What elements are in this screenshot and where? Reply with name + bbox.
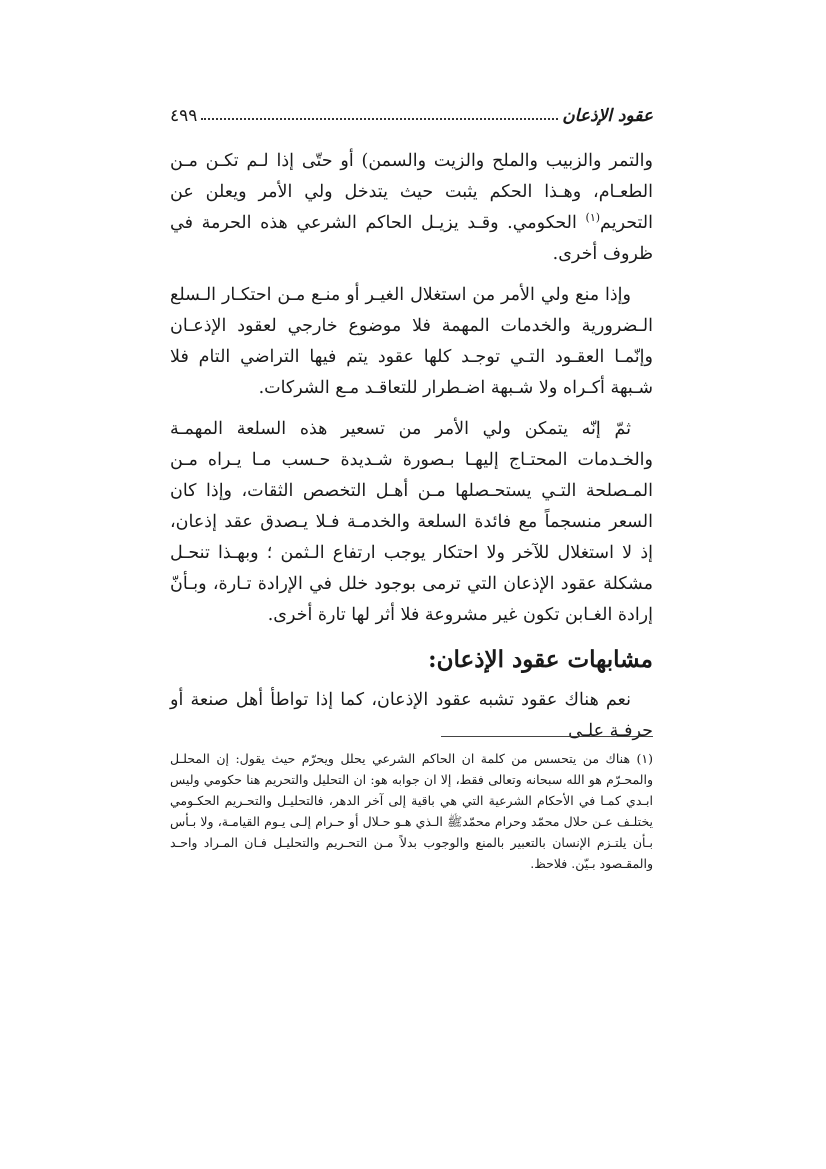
paragraph-1-text: والتمر والزبيب والملح والزيت والسمن) أو حتّى إذا لـم تكـن مـن الطعـام، وهـذا الحكم يثبت حيث يتدخل ولي الأمر ويعلن عن التحريم [170,151,653,233]
paragraph-1 [170,146,653,270]
section-heading: مشابهات عقود الإذعان: [428,646,653,673]
main-text [170,146,653,757]
paragraph-3: ثمّ إنّه يتمكن ولي الأمر من تسعير هذه السلعة المهمـة والخـدمات المحتـاج إليهـا بـصورة شـديدة حـسب مـا يـراه مـن المـصلحة التـي يستحـصلها مـن أهـل التخصص الثقات، وإذا كان السعر منسجماً مع فائدة السلعة والخدمـة فـلا يـصدق عقد إذعان، إذ لا استغلال للآخر ولا احتكار يوجب ارتفاع الـثمن ؛ وبهـذا تنحـل مشكلة عقود الإذعان التي ترمى بوجود خلل في الإرادة تـارة، وبـأنّ إرادة الغـابن تكون غير مشروعة فلا أثر لها تارة أخرى. [170,419,653,625]
dotted-leader [201,117,558,120]
footnote-divider [441,736,653,737]
footnote-marker: (١) [585,211,601,225]
page-header [170,96,653,126]
paragraph-4: نعم هناك عقود تشبه عقود الإذعان، كما إذا تواطأ أهل صنعة أو حرفـة علـى [170,690,653,741]
page-number: ٤٩٩ [170,106,198,126]
footnote-text: (١) هناك من يتحسس من كلمة ان الحاكم الشرعي يحلل ويحرّم حيث يقول: إن المحلـل والمحـرّم هو الله سبحانه وتعالى فقط، إلا ان جوابه هو: ان التحليل والتحريم هنا حكومي وليس ابـدي كمـا في الأحكام الشرعية التي هي باقية إلى آخر الدهر، فالتحليـل والتحـريم الحكـومي يختلـف عـن حلال محمّد وحرام محمّدﷺ الـذي هـو حـلال أو حـرام إلـى يـوم القيامـة، ولا بـأس بـأن يلتـزم الإنسان بالتعبير بالمنع والوجوب بدلاً مـن التحـريم والتحليـل فـان المـراد واحـد والمقـصود بـيّن. فلاحظ. [170,751,653,871]
footnote [170,748,653,874]
paragraph-1-end: الحكومي. وقـد يزيـل الحاكم الشرعي هذه الحرمة في ظروف أخرى. [170,213,653,264]
paragraph-2: وإذا منع ولي الأمر من استغلال الغيـر أو منـع مـن احتكـار الـسلع الـضرورية والخدمات المهمة فلا موضوع خارجي لعقود الإذعـان وإنّمـا العقـود التـي توجـد كلها عقود يتم فيها التراضي التام فلا شـبهة أكـراه ولا شـبهة اضـطرار للتعاقـد مـع الشركات. [170,285,653,398]
running-title: عقود الإذعان [562,106,653,126]
